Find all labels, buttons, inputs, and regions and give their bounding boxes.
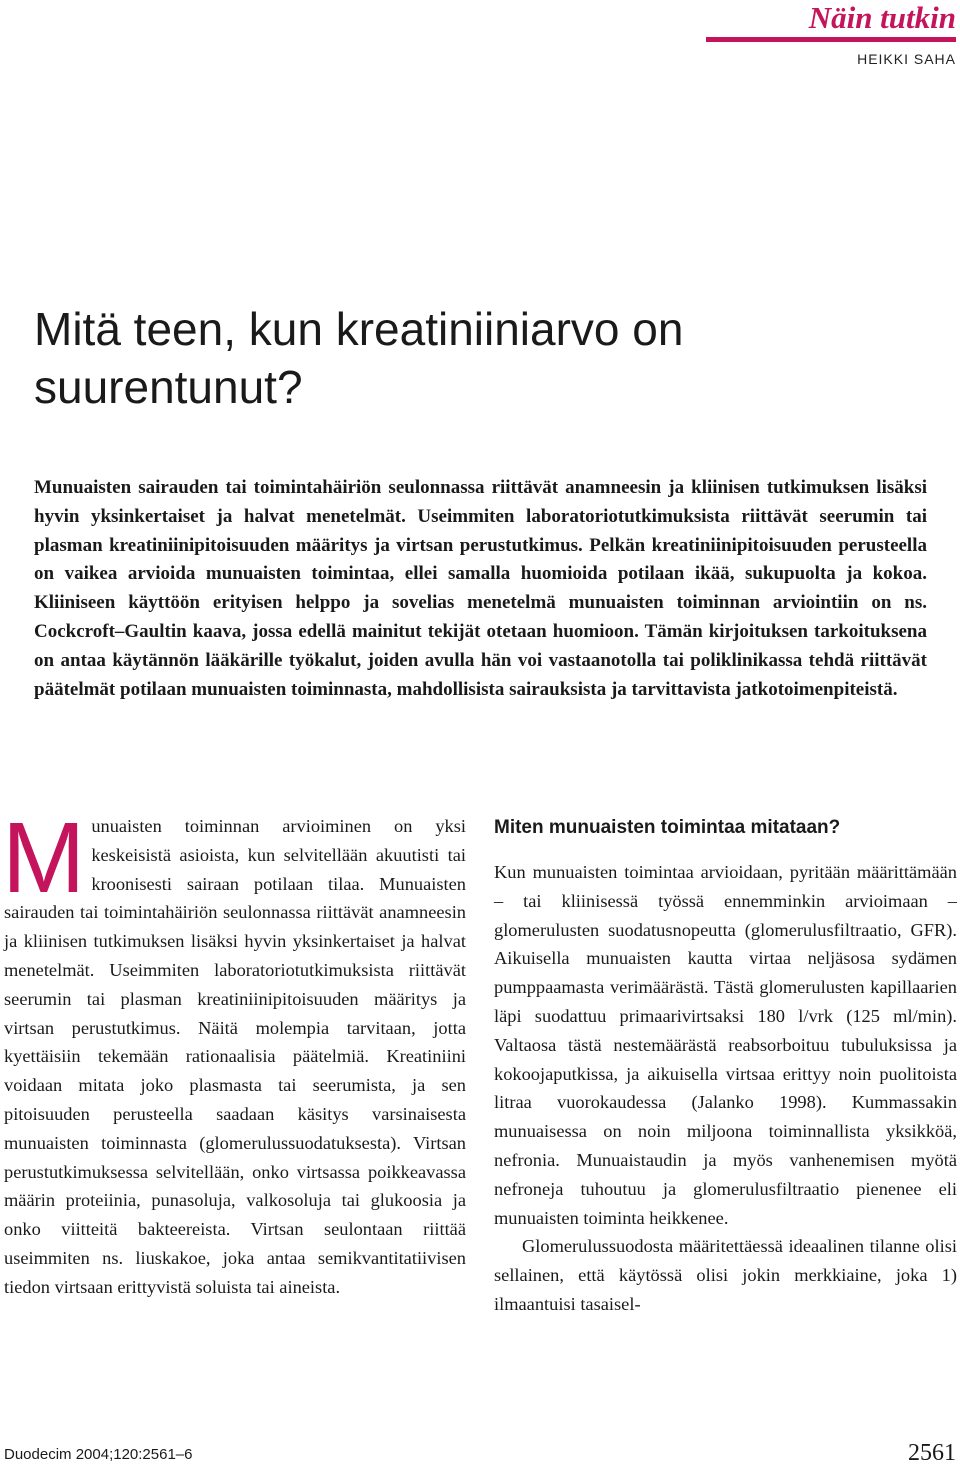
right-column-paragraph-1: Kun munuaisten toimintaa arvioidaan, pyritään määrittämään – tai kliinisessä työssä ennemminkin arvioimaan – glomerulusten suodatusnopeutta (glomerulusfiltraatio, GFR). Aikuisella munuaisten kautta virtaa neljäsosa sydämen pumppaamasta verimäärästä. Tästä glomerulusten kapillaarien läpi suodattuu primaarivirtsaksi 180 l/vrk (125 ml/min). Valtaosa tästä nestemäärästä reabsorboituu tubuluksissa ja kokoojaputkissa, ja aikuisella virtsaa erittyy noin puolitoista litraa vuorokaudessa (Jalanko 1998). Kummassakin munuaisessa on noin miljoona toiminnallista yksikköä, nefronia. Munuaistaudin ja myös vanhenemisen myötä nefroneja tuhoutuu ja glomerulusfiltraatio pienenee eli munuaisten toiminta heikkenee. <box>494 862 957 1228</box>
article-title: Mitä teen, kun kreatiniiniarvo on suurentunut? <box>34 303 684 413</box>
section-name: Näin tutkin <box>808 0 956 35</box>
left-column-text: unuaisten toiminnan arvioiminen on yksi keskeisistä asioista, kun selvitellään akuutisti tai kroonisesti sairaan potilaan tilaa. Munuaisten sairauden tai toimintahäiriön seulonnassa riittävät anamneesin ja kliinisen tutkimuksen lisäksi hyvin yksinkertaiset ja halvat menetelmät. Useimmiten laboratoriotutkimuksista riittävät seerumin tai plasman kreatiniinipitoisuuden määritys ja virtsan perustutkimus. Näitä molempia tarvitaan, jotta kyettäisiin tekemään rationaalisia päätelmiä. Kreatiniini voidaan mitata joko plasmasta tai seerumista, ja sen pitoisuuden perusteella saadaan käsitys varsinaisesta munuaisten toiminnasta (glomerulussuodatuksesta). Virtsan perustutkimuksessa selvitellään, onko virtsassa poikkeavassa määrin proteiinia, punasoluja, valkosoluja tai glukoosia ja onko viitteitä bakteereista. Virtsan seulontaan riittää useimmiten ns. liuskakoe, joka antaa semikvantitatiivisen tiedon virtsaan erittyvistä soluista tai aineista. <box>4 816 466 1297</box>
author-name: HEIKKI SAHA <box>857 51 956 67</box>
left-column-paragraph <box>2 802 466 1302</box>
drop-cap: M <box>2 802 86 914</box>
right-column-paragraph-2: Glomerulussuodosta määritettäessä ideaalinen tilanne olisi sellainen, että käytössä olisi jokin merkkiaine, joka 1) ilmaantuisi tasaisel- <box>494 1236 957 1314</box>
left-column <box>2 802 466 1302</box>
section-header <box>706 0 956 67</box>
journal-citation: Duodecim 2004;120:2561–6 <box>4 1446 193 1463</box>
page-number: 2561 <box>908 1440 956 1466</box>
section-heading: Miten munuaisten toimintaa mitataan? <box>494 817 841 838</box>
section-rule <box>706 37 956 42</box>
right-column <box>494 812 957 1319</box>
article-lead: Munuaisten sairauden tai toimintahäiriön seulonnassa riittävät anamneesin ja kliinisen tutkimuksen lisäksi hyvin yksinkertaiset ja halvat menetelmät. Useimmiten laboratoriotutkimuksista riittävät seerumin tai plasman kreatiniinipitoisuuden määritys ja virtsan perustutkimus. Pelkän kreatiniinipitoisuuden perusteella on vaikea arvioida munuaisten toimintaa, ellei samalla huomioida potilaan ikää, sukupuolta ja kokoa. Kliiniseen käyttöön erityisen helppo ja sovelias menetelmä munuaisten toiminnan arviointiin on ns. Cockcroft–Gaultin kaava, jossa edellä mainitut tekijät otetaan huomioon. Tämän kirjoituksen tarkoituksena on antaa käytännön lääkärille työkalut, joiden avulla hän voi vastaanotolla tai poliklinikassa tehdä riittävät päätelmät potilaan munuaisten toiminnasta, mahdollisista sairauksista ja tarvittavista jatkotoimenpiteistä. <box>34 477 927 700</box>
